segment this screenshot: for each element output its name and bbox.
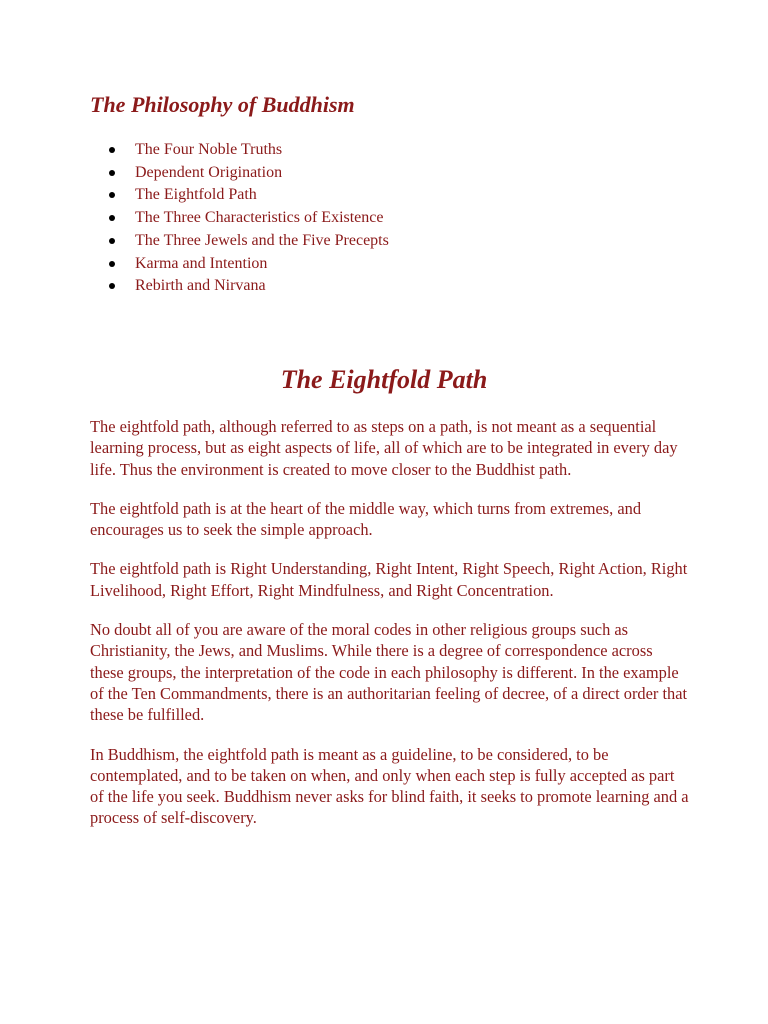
body-paragraph: The eightfold path, although referred to as steps on a path, is not meant as a sequential learning process, but as eight aspects of life, all of which are to be integrated in every day life. Thus the environment is created to move closer to the Buddhist path. — [90, 417, 678, 479]
body-paragraph: The eightfold path is Right Understanding, Right Intent, Right Speech, Right Action, Right Livelihood, Right Effort, Right Mindfulness, and Right Concentration. — [90, 559, 688, 600]
toc-item[interactable] — [135, 275, 389, 298]
bullet-icon — [109, 170, 115, 176]
toc-item[interactable] — [135, 253, 389, 276]
toc-item-label: The Three Jewels and the Five Precepts — [135, 231, 389, 249]
bullet-icon — [109, 238, 115, 244]
toc-item-label: The Three Characteristics of Existence — [135, 209, 384, 227]
bullet-icon — [109, 283, 115, 289]
toc-title: The Philosophy of Buddhism — [90, 92, 355, 117]
section-title: The Eightfold Path — [280, 365, 488, 394]
toc-item[interactable] — [135, 184, 389, 207]
body-paragraph: The eightfold path is at the heart of the middle way, which turns from extremes, and encourages us to seek the simple approach. — [90, 498, 642, 540]
bullet-icon — [109, 147, 115, 153]
body-paragraph: No doubt all of you are aware of the moral codes in other religious groups such as Christianity, the Jews, and Muslims. While there is a degree of correspondence across these groups, the interpretation of the code in each philosophy is different. In the example of the Ten Commandments, there is an authoritarian feeling of decree, of a direct order that these be fulfilled. — [90, 620, 688, 725]
body-paragraph: In Buddhism, the eightfold path is meant as a guideline, to be considered, to be contemplated, and to be taken on when, and only when each step is fully accepted as part of the life you seek. Buddhism never asks for blind faith, it seeks to promote learning and a process of self-discovery. — [90, 744, 689, 828]
toc-item[interactable] — [135, 162, 389, 185]
bullet-icon — [109, 215, 115, 221]
toc-item[interactable] — [135, 139, 389, 162]
bullet-icon — [109, 192, 115, 198]
bullet-icon — [109, 261, 115, 267]
toc-item-label: Rebirth and Nirvana — [135, 277, 266, 295]
toc-item[interactable] — [135, 230, 389, 253]
toc-list — [90, 139, 389, 298]
toc-item-label: Dependent Origination — [135, 163, 283, 181]
toc-item-label: Karma and Intention — [135, 254, 268, 272]
toc-item[interactable] — [135, 207, 389, 230]
section-body — [90, 416, 690, 847]
toc-item-label: The Four Noble Truths — [135, 141, 283, 158]
toc-item-label: The Eightfold Path — [135, 186, 257, 204]
